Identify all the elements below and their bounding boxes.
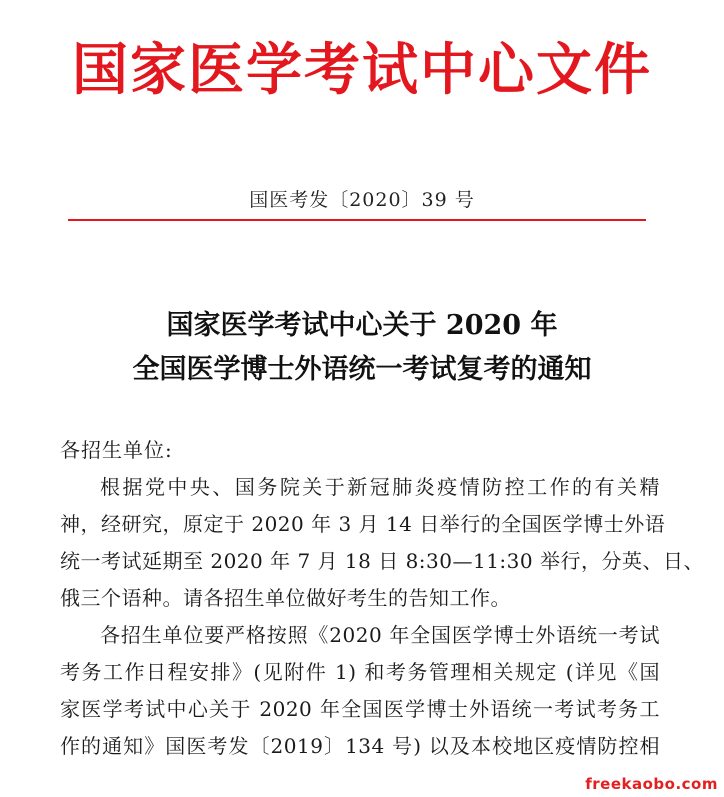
salutation: 各招生单位: [60,438,173,462]
paragraph-2-line-2: 考务工作日程安排》(见附件 1) 和考务管理相关规定 (详见《国 [60,660,660,684]
document-number: 国医考发〔2020〕39 号 [249,189,475,211]
site-watermark: freekaobo.com [585,775,718,793]
notice-title-line-1: 国家医学考试中心关于 2020 年 [166,310,558,341]
paragraph-2-line-3: 家医学考试中心关于 2020 年全国医学博士外语统一考试考务工 [60,697,660,721]
paragraph-1-line-2: 神，经研究，原定于 2020 年 3 月 14 日举行的全国医学博士外语 [60,512,666,536]
paragraph-1-line-3: 统一考试延期至 2020 年 7 月 18 日 8:30—11:30 举行，分英、日、 [60,549,704,573]
paragraph-2-line-1: 各招生单位要严格按照《2020 年全国医学博士外语统一考试 [100,623,660,647]
red-divider-line [68,219,646,221]
issuer-title: 国家医学考试中心文件 [72,37,652,103]
notice-title [0,304,724,392]
notice-title-line-2: 全国医学博士外语统一考试复考的通知 [132,354,592,385]
paragraph-2-line-4: 作的通知》国医考发〔2019〕134 号) 以及本校地区疫情防控相 [60,734,660,758]
paragraph-1-line-1: 根据党中央、国务院关于新冠肺炎疫情防控工作的有关精 [100,475,660,499]
notice-body [60,432,704,765]
paragraph-1-line-4: 俄三个语种。请各招生单位做好考生的告知工作。 [60,586,511,610]
